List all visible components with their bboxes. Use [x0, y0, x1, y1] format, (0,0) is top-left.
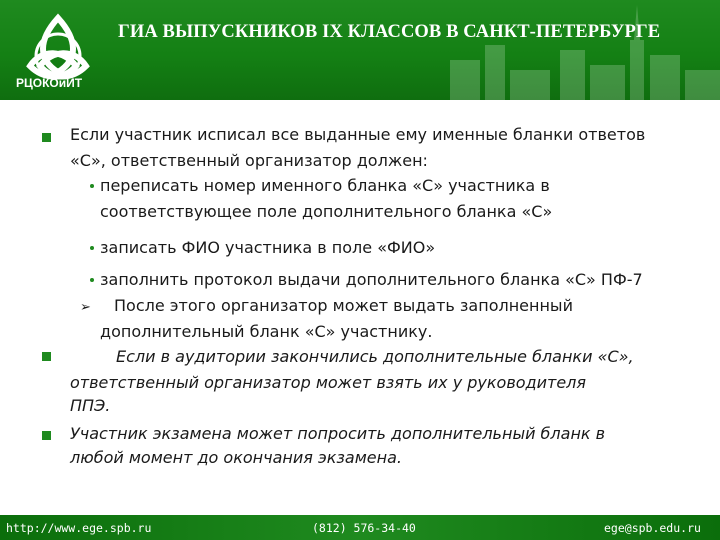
bullet-square-icon	[42, 352, 51, 361]
bullet-dot-icon	[90, 278, 94, 282]
logo-caption: РЦОКОиИТ	[16, 76, 83, 90]
city-skyline-graphic	[440, 0, 720, 100]
item1-line2: «С», ответственный организатор должен:	[70, 151, 428, 170]
sub3-line: заполнить протокол выдачи дополнительного бланка «С» ПФ-7	[100, 270, 643, 289]
footer-website-link[interactable]: http://www.ege.spb.ru	[6, 521, 152, 535]
item3-line2: любой момент до окончания экзамена.	[70, 448, 402, 467]
item2-line2: ответственный организатор может взять их у руководителя	[70, 373, 587, 392]
footer-phone: (812) 576-34-40	[312, 521, 416, 535]
arrow-bullet-icon: ➢	[80, 300, 91, 315]
page-title: ГИА ВЫПУСКНИКОВ IX КЛАССОВ В САНКТ-ПЕТЕРБУРГЕ	[118, 22, 661, 42]
footer-bar	[0, 515, 720, 540]
arrow-line2: дополнительный бланк «С» участнику.	[100, 322, 433, 341]
bullet-dot-icon	[90, 246, 94, 250]
footer-email-link[interactable]: ege@spb.edu.ru	[604, 521, 701, 535]
sub1-line2: соответствующее поле дополнительного бланка «С»	[100, 202, 553, 221]
item2-line3: ППЭ.	[70, 396, 111, 415]
bullet-square-icon	[42, 431, 51, 440]
bullet-square-icon	[42, 133, 51, 142]
item2-line1: Если в аудитории закончились дополнительные бланки «С»,	[116, 347, 634, 366]
item3-line1: Участник экзамена может попросить дополнительный бланк в	[70, 424, 606, 443]
sub2-line: записать ФИО участника в поле «ФИО»	[100, 238, 436, 257]
item1-line1: Если участник исписал все выданные ему именные бланки ответов	[70, 125, 646, 144]
header-banner	[0, 0, 720, 100]
arrow-line1: После этого организатор может выдать заполненный	[114, 296, 573, 315]
bullet-dot-icon	[90, 184, 94, 188]
sub1-line1: переписать номер именного бланка «С» участника в	[100, 176, 550, 195]
